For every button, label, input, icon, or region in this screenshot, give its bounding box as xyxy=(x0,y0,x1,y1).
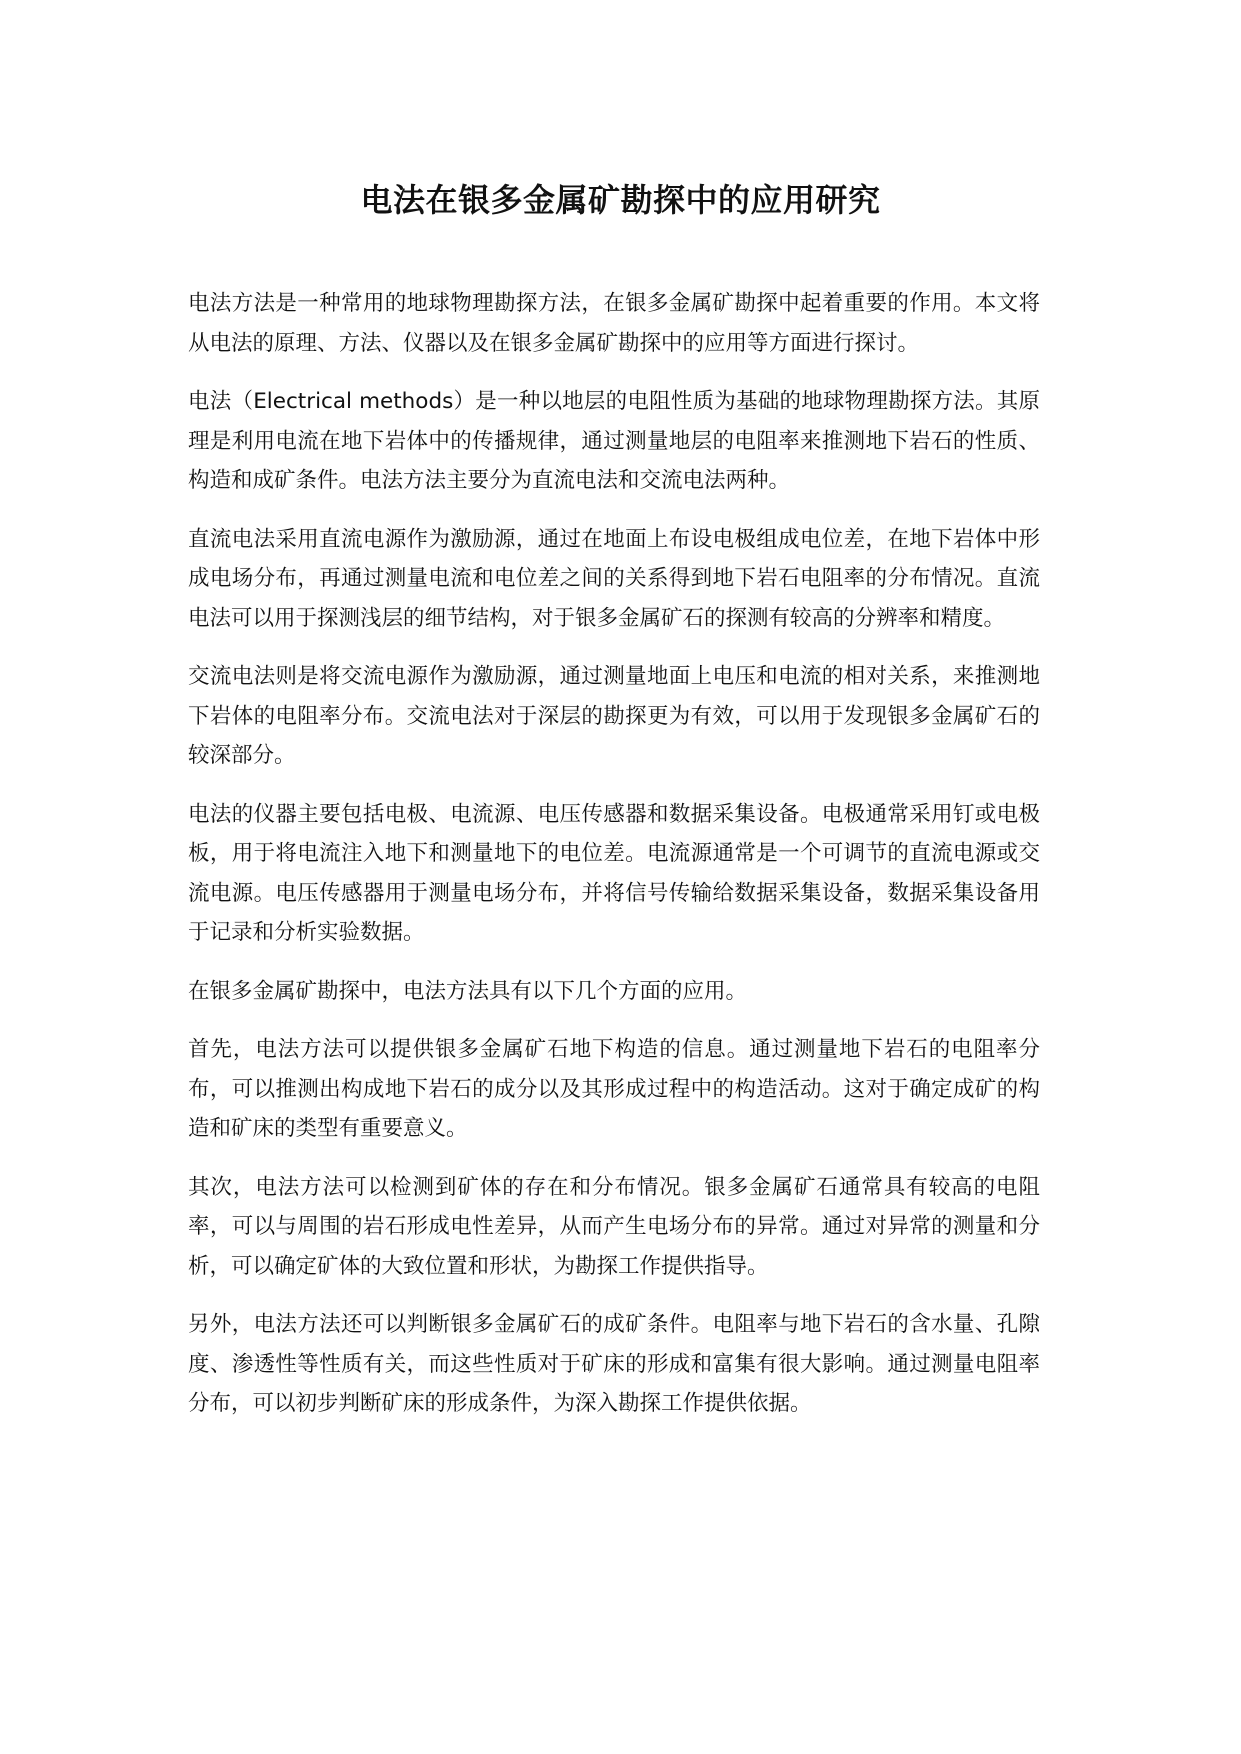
document-body xyxy=(188,284,1040,1443)
paragraph-intro: 电法方法是一种常用的地球物理勘探方法，在银多金属矿勘探中起着重要的作用。本文将从电法的原理、方法、仪器以及在银多金属矿勘探中的应用等方面进行探讨。 xyxy=(188,291,1040,356)
paragraph-application-conditions: 另外，电法方法还可以判断银多金属矿石的成矿条件。电阻率与地下岩石的含水量、孔隙度、渗透性等性质有关，而这些性质对于矿床的形成和富集有很大影响。通过测量电阻率分布，可以初步判断矿床的形成条件，为深入勘探工作提供依据。 xyxy=(188,1312,1040,1416)
paragraph-principle: 电法（Electrical methods）是一种以地层的电阻性质为基础的地球物理勘探方法。其原理是利用电流在地下岩体中的传播规律，通过测量地层的电阻率来推测地下岩石的性质、构造和成矿条件。电法方法主要分为直流电法和交流电法两种。 xyxy=(188,389,1040,493)
paragraph-application-structure: 首先，电法方法可以提供银多金属矿石地下构造的信息。通过测量地下岩石的电阻率分布，可以推测出构成地下岩石的成分以及其形成过程中的构造活动。这对于确定成矿的构造和矿床的类型有重要意义。 xyxy=(188,1037,1040,1141)
document-title: 电法在银多金属矿勘探中的应用研究 xyxy=(360,181,881,219)
paragraph-applications-intro: 在银多金属矿勘探中，电法方法具有以下几个方面的应用。 xyxy=(188,978,748,1004)
paragraph-application-orebody: 其次，电法方法可以检测到矿体的存在和分布情况。银多金属矿石通常具有较高的电阻率，可以与周围的岩石形成电性差异，从而产生电场分布的异常。通过对异常的测量和分析，可以确定矿体的大致位置和形状，为勘探工作提供指导。 xyxy=(188,1174,1040,1279)
paragraph-dc-method: 直流电法采用直流电源作为激励源，通过在地面上布设电极组成电位差，在地下岩体中形成电场分布，再通过测量电流和电位差之间的关系得到地下岩石电阻率的分布情况。直流电法可以用于探测浅层的细节结构，对于银多金属矿石的探测有较高的分辨率和精度。 xyxy=(188,526,1040,631)
paragraph-ac-method: 交流电法则是将交流电源作为激励源，通过测量地面上电压和电流的相对关系，来推测地下岩体的电阻率分布。交流电法对于深层的勘探更为有效，可以用于发现银多金属矿石的较深部分。 xyxy=(188,664,1040,768)
paragraph-instruments: 电法的仪器主要包括电极、电流源、电压传感器和数据采集设备。电极通常采用钉或电极板，用于将电流注入地下和测量地下的电位差。电流源通常是一个可调节的直流电源或交流电源。电压传感器用于测量电场分布，并将信号传输给数据采集设备，数据采集设备用于记录和分析实验数据。 xyxy=(188,801,1040,945)
